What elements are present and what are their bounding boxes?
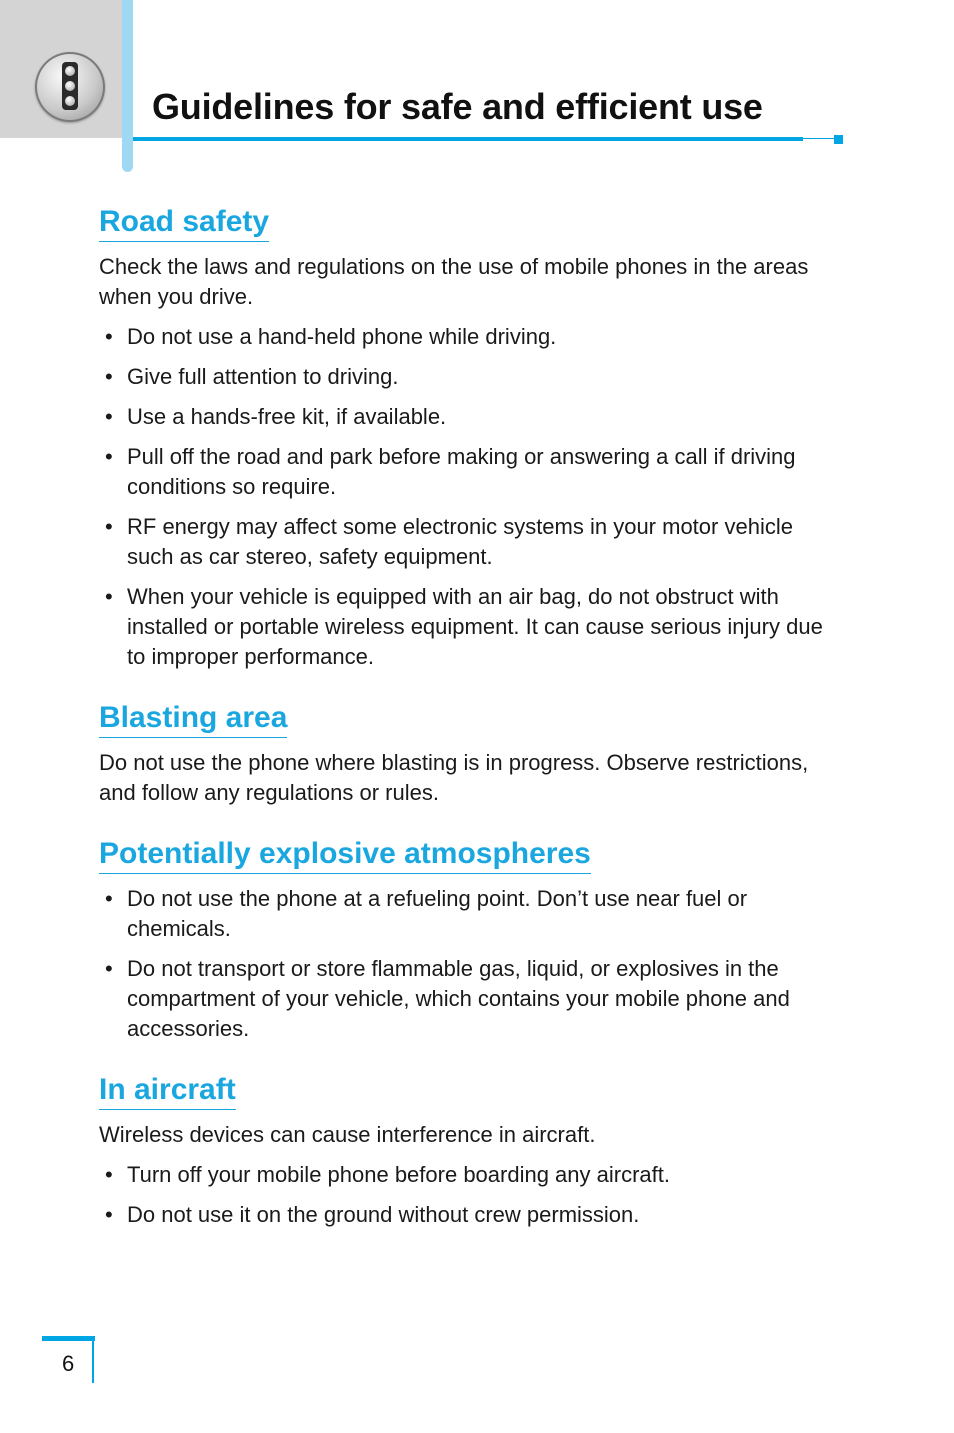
- page-number-side-rule: [92, 1341, 94, 1383]
- list-item-text: Pull off the road and park before making or answering a call if driving conditions so require.: [127, 444, 796, 499]
- bullet-icon: •: [105, 324, 113, 349]
- section-heading: Potentially explosive atmospheres: [99, 836, 591, 874]
- bullet-icon: •: [105, 404, 113, 429]
- bullet-icon: •: [105, 514, 113, 539]
- section-heading: Road safety: [99, 204, 269, 242]
- list-item-text: Do not transport or store flammable gas, liquid, or explosives in the compartment of your vehicle, which contains your mobile phone and accessories.: [127, 956, 790, 1041]
- list-item-text: Do not use the phone at a refueling point. Don’t use near fuel or chemicals.: [127, 886, 748, 941]
- bullet-icon: •: [105, 444, 113, 469]
- list-item-text: RF energy may affect some electronic systems in your motor vehicle such as car stereo, safety equipment.: [127, 514, 793, 569]
- page-number: 6: [62, 1351, 75, 1376]
- section-blasting-area: [99, 700, 839, 808]
- bullet-icon: •: [105, 886, 113, 911]
- list-item: [99, 582, 839, 672]
- list-item: [99, 362, 839, 392]
- bullet-icon: •: [105, 956, 113, 981]
- section-heading: In aircraft: [99, 1072, 236, 1110]
- bullet-icon: •: [105, 1162, 113, 1187]
- section-explosive-atmospheres: [99, 836, 839, 1044]
- bullet-icon: •: [105, 364, 113, 389]
- bullet-list: [99, 1160, 839, 1230]
- title-underline-end-square: [834, 135, 843, 144]
- list-item-text: Use a hands-free kit, if available.: [127, 404, 447, 429]
- page-title: Guidelines for safe and efficient use: [152, 86, 763, 127]
- bullet-list: [99, 884, 839, 1044]
- list-item-text: Do not use a hand-held phone while driving.: [127, 324, 557, 349]
- bullet-list: [99, 322, 839, 672]
- list-item: [99, 954, 839, 1044]
- list-item: [99, 1160, 839, 1190]
- traffic-light-icon: [35, 52, 105, 122]
- list-item-text: When your vehicle is equipped with an air bag, do not obstruct with installed or portable wireless equipment. It can cause serious injury due to improper performance.: [127, 584, 823, 669]
- list-item: [99, 322, 839, 352]
- list-item-text: Give full attention to driving.: [127, 364, 399, 389]
- title-underline: [133, 137, 803, 141]
- section-heading: Blasting area: [99, 700, 287, 738]
- list-item-text: Turn off your mobile phone before boarding any aircraft.: [127, 1162, 670, 1187]
- bullet-icon: •: [105, 584, 113, 609]
- section-intro: Do not use the phone where blasting is in progress. Observe restrictions, and follow any regulations or rules.: [99, 750, 809, 805]
- section-intro: Check the laws and regulations on the use of mobile phones in the areas when you drive.: [99, 254, 809, 309]
- title-underline-tail: [803, 138, 835, 139]
- header-vertical-bar: [122, 0, 133, 172]
- list-item: [99, 512, 839, 572]
- page-number-rule: [42, 1336, 95, 1341]
- section-road-safety: [99, 204, 839, 672]
- list-item: [99, 884, 839, 944]
- list-item: [99, 1200, 839, 1230]
- list-item: [99, 402, 839, 432]
- bullet-icon: •: [105, 1202, 113, 1227]
- main-content: [99, 204, 839, 1258]
- section-intro: Wireless devices can cause interference in aircraft.: [99, 1122, 596, 1147]
- list-item-text: Do not use it on the ground without crew permission.: [127, 1202, 640, 1227]
- list-item: [99, 442, 839, 502]
- section-in-aircraft: [99, 1072, 839, 1230]
